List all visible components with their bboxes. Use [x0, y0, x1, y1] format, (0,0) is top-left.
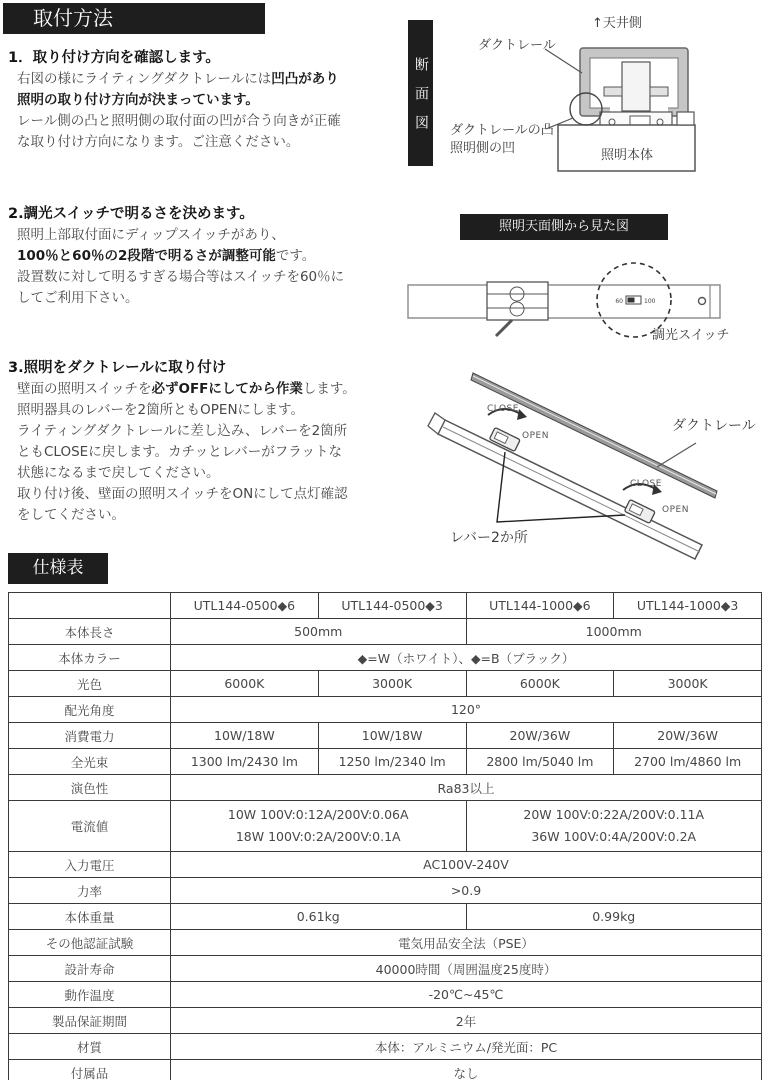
row-label: 全光束	[9, 749, 171, 775]
table-row	[9, 619, 762, 645]
cell: なし	[171, 1060, 762, 1080]
rail-top	[408, 285, 720, 318]
row-label: 製品保証期間	[9, 1008, 171, 1034]
table-row	[9, 930, 762, 956]
cell: 500mm	[171, 619, 467, 645]
row-label: 演色性	[9, 775, 171, 801]
rail-convex-label: ダクトレールの凸	[450, 123, 554, 138]
step2-line2: です。	[275, 248, 316, 264]
cell: -20℃~45℃	[171, 982, 762, 1008]
step1-line1: 右図の様にライティングダクトレールには	[17, 71, 272, 87]
step3-line5: 状態になるまで戻してください。	[17, 465, 220, 481]
cross-section-side-label: 断面図	[408, 20, 433, 166]
table-row	[9, 878, 762, 904]
cell: 10W/18W	[171, 723, 319, 749]
cell: 20W/36W	[466, 723, 614, 749]
mounting-diagram	[380, 355, 769, 560]
spec-col-model-4: UTL144-1000◆3	[614, 593, 762, 619]
table-row	[9, 671, 762, 697]
cell: 本体：アルミニウム/発光面：PC	[171, 1034, 762, 1060]
install-step-2	[8, 204, 403, 309]
ceiling-side-label: ↑天井側	[592, 16, 642, 31]
duct-rail-label-1: ダクトレール	[478, 38, 556, 53]
step2-line2-bold: 100％と60％の2段階で明るさが調整可能	[17, 248, 276, 264]
step1-heading: 1．取り付け方向を確認します。	[8, 50, 220, 66]
row-label: 付属品	[9, 1060, 171, 1080]
row-label: 動作温度	[9, 982, 171, 1008]
cell: 6000K	[466, 671, 614, 697]
row-label: 材質	[9, 1034, 171, 1060]
table-row	[9, 645, 762, 671]
step3-body	[8, 379, 403, 526]
duct-rail-label-2: ダクトレール	[672, 418, 756, 434]
spec-header-row	[9, 593, 762, 619]
step3-line3: ライティングダクトレールに差し込み、レバーを2箇所	[17, 423, 348, 439]
install-step-1	[8, 48, 403, 153]
current-line: 10W 100V:0:12A/200V:0.06A	[227, 807, 409, 822]
row-label: 本体重量	[9, 904, 171, 930]
cell: >0.9	[171, 878, 762, 904]
table-row	[9, 982, 762, 1008]
row-label: 本体長さ	[9, 619, 171, 645]
step1-line1-bold: 凹凸があり	[271, 71, 339, 87]
top-view-header: 照明天面側から見た図	[460, 214, 668, 240]
cell: AC100V-240V	[171, 852, 762, 878]
step2-heading: 2.調光スイッチで明るさを決めます。	[8, 206, 254, 222]
dimmer-switch-label: 調光スイッチ	[652, 328, 730, 343]
lever-two-places-label: レバー2か所	[450, 530, 528, 546]
light-concave-label: 照明側の凹	[450, 141, 516, 156]
step3-line4: ともCLOSEに戻します。カチッとレバーがフラットな	[17, 444, 342, 460]
cell: 1300 lm/2430 lm	[171, 749, 319, 775]
cell: 120°	[171, 697, 762, 723]
cell: 2700 lm/4860 lm	[614, 749, 762, 775]
table-row	[9, 904, 762, 930]
install-step-3	[8, 358, 403, 526]
step3-line1-post: します。	[302, 381, 356, 397]
cell	[171, 801, 467, 852]
spec-col-model-2: UTL144-0500◆3	[318, 593, 466, 619]
step1-line2-bold: 照明の取り付け方向が決まっています。	[17, 92, 259, 108]
row-label: 設計寿命	[9, 956, 171, 982]
cell	[466, 801, 762, 852]
cell: 1250 lm/2340 lm	[318, 749, 466, 775]
table-row	[9, 956, 762, 982]
dip-right-label: 100	[644, 298, 656, 305]
step3-line1-bold: 必ずOFFにしてから作業	[151, 381, 303, 397]
cell: 0.99kg	[466, 904, 762, 930]
step3-heading: 3.照明をダクトレールに取り付け	[8, 360, 227, 376]
step3-line2: 照明器具のレバーを2箇所ともOPENにします。	[17, 402, 304, 418]
cell: 1000mm	[466, 619, 762, 645]
spec-col-empty	[9, 593, 171, 619]
cell: 2年	[171, 1008, 762, 1034]
table-row	[9, 723, 762, 749]
close-label-2: CLOSE	[630, 479, 662, 489]
row-label: 配光角度	[9, 697, 171, 723]
step2-line1: 照明上部取付面にディップスイッチがあり、	[17, 227, 285, 243]
cell: 電気用品安全法（PSE）	[171, 930, 762, 956]
row-label: 入力電圧	[9, 852, 171, 878]
adapter	[622, 62, 650, 111]
open-label-1: OPEN	[522, 431, 549, 441]
current-line: 20W 100V:0:22A/200V:0.11A	[523, 807, 705, 822]
table-row-current	[9, 801, 762, 852]
cell: 20W/36W	[614, 723, 762, 749]
step2-body	[8, 225, 403, 309]
row-label: 本体カラー	[9, 645, 171, 671]
cell: 2800 lm/5040 lm	[466, 749, 614, 775]
open-label-2: OPEN	[662, 505, 689, 515]
table-row	[9, 697, 762, 723]
cell: 6000K	[171, 671, 319, 697]
cell: 0.61kg	[171, 904, 467, 930]
step3-line1: 壁面の照明スイッチを	[17, 381, 152, 397]
cell: 3000K	[318, 671, 466, 697]
lamp-body-label: 照明本体	[601, 148, 654, 163]
step1-line3: レール側の凸と照明側の取付面の凹が合う向きが正確	[17, 113, 341, 129]
current-line: 36W 100V:0:4A/200V:0.2A	[531, 829, 697, 844]
section-title-spec: 仕様表	[8, 553, 108, 584]
cell: Ra83以上	[171, 775, 762, 801]
row-label: 光色	[9, 671, 171, 697]
cell: 40000時間（周囲温度25度時）	[171, 956, 762, 982]
table-row	[9, 1060, 762, 1080]
step1-body	[8, 69, 403, 153]
step3-line7: をしてください。	[17, 507, 125, 523]
spec-col-model-1: UTL144-0500◆6	[171, 593, 319, 619]
current-line: 18W 100V:0:2A/200V:0.1A	[235, 829, 401, 844]
spec-table	[8, 592, 762, 1080]
spec-col-model-3: UTL144-1000◆6	[466, 593, 614, 619]
dip-left-label: 60	[615, 298, 623, 305]
cell: 10W/18W	[318, 723, 466, 749]
cell: 3000K	[614, 671, 762, 697]
step2-line4: してご利用下さい。	[17, 290, 139, 306]
row-label: 消費電力	[9, 723, 171, 749]
table-row	[9, 1008, 762, 1034]
section-title-install: 取付方法	[3, 3, 265, 34]
row-label: 電流値	[9, 801, 171, 852]
table-row	[9, 749, 762, 775]
table-row	[9, 775, 762, 801]
cell: ◆=W（ホワイト）、◆=B（ブラック）	[171, 645, 762, 671]
row-label: その他認証試験	[9, 930, 171, 956]
table-row	[9, 1034, 762, 1060]
row-label: 力率	[9, 878, 171, 904]
step1-line4: な取り付け方向になります。ご注意ください。	[17, 134, 300, 150]
table-row	[9, 852, 762, 878]
close-label-1: CLOSE	[487, 404, 519, 414]
step3-line6: 取り付け後、壁面の照明スイッチをONにして点灯確認	[17, 486, 348, 502]
step2-line3: 設置数に対して明るすぎる場合等はスイッチを60％に	[17, 269, 345, 285]
